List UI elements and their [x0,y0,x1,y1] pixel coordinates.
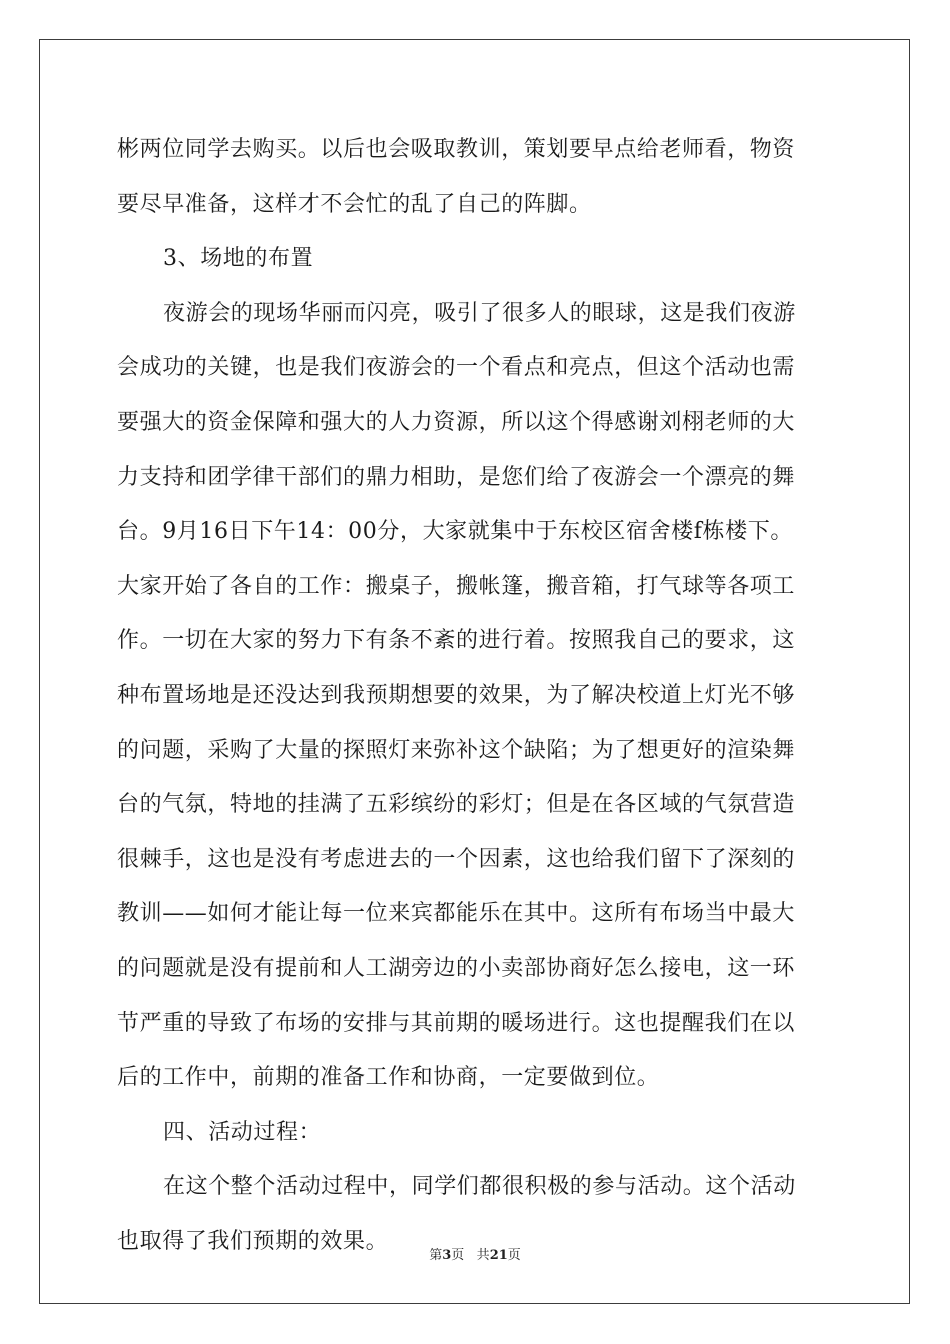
text-line: 夜游会的现场华丽而闪亮，吸引了很多人的眼球，这是我们夜游 [163,300,796,326]
footer-total-prefix: 共 [476,1248,490,1263]
text-line: 台的气氛，特地的挂满了五彩缤纷的彩灯；但是在各区域的气氛营造 [117,792,796,818]
section-heading: 3、场地的布置 [163,246,314,272]
text-line: 很棘手，这也是没有考虑进去的一个因素，这也给我们留下了深刻的 [117,846,796,872]
page-footer [0,1244,950,1263]
text-line: 会成功的关键，也是我们夜游会的一个看点和亮点，但这个活动也需 [117,355,796,381]
text-line: 节严重的导致了布场的安排与其前期的暖场进行。这也提醒我们在以 [117,1010,796,1036]
text-line: 在这个整个活动过程中，同学们都很积极的参与活动。这个活动 [163,1174,796,1200]
footer-page-unit: 页 [451,1248,465,1263]
text-line: 力支持和团学律干部们的鼎力相助，是您们给了夜游会一个漂亮的舞 [117,464,796,490]
text-line: 种布置场地是还没达到我预期想要的效果，为了解决校道上灯光不够 [117,682,796,708]
section-heading: 四、活动过程： [163,1119,322,1145]
text-line: 教训——如何才能让每一位来宾都能乐在其中。这所有布场当中最大 [117,901,796,927]
text-line: 作。一切在大家的努力下有条不紊的进行着。按照我自己的要求，这 [117,628,796,654]
total-pages-number: 21 [489,1248,508,1263]
text-line: 要尽早准备，这样才不会忙的乱了自己的阵脚。 [117,191,592,217]
current-page-number: 3 [442,1248,452,1263]
text-line: 大家开始了各自的工作：搬桌子，搬帐篷，搬音箱，打气球等各项工 [117,573,796,599]
footer-prefix: 第 [429,1248,443,1263]
text-line: 的问题就是没有提前和人工湖旁边的小卖部协商好怎么接电，这一环 [117,955,796,981]
text-line: 台。9月16日下午14：00分，大家就集中于东校区宿舍楼f栋楼下。 [117,519,793,545]
text-line: 要强大的资金保障和强大的人力资源，所以这个得感谢刘栩老师的大 [117,409,796,435]
text-line: 也取得了我们预期的效果。 [117,1228,389,1254]
footer-total-unit: 页 [507,1248,521,1263]
text-line: 的问题，采购了大量的探照灯来弥补这个缺陷；为了想更好的渲染舞 [117,737,796,763]
document-body [117,123,845,1269]
text-line: 彬两位同学去购买。以后也会吸取教训，策划要早点给老师看，物资 [117,137,796,162]
text-line: 后的工作中，前期的准备工作和协商，一定要做到位。 [117,1065,660,1091]
